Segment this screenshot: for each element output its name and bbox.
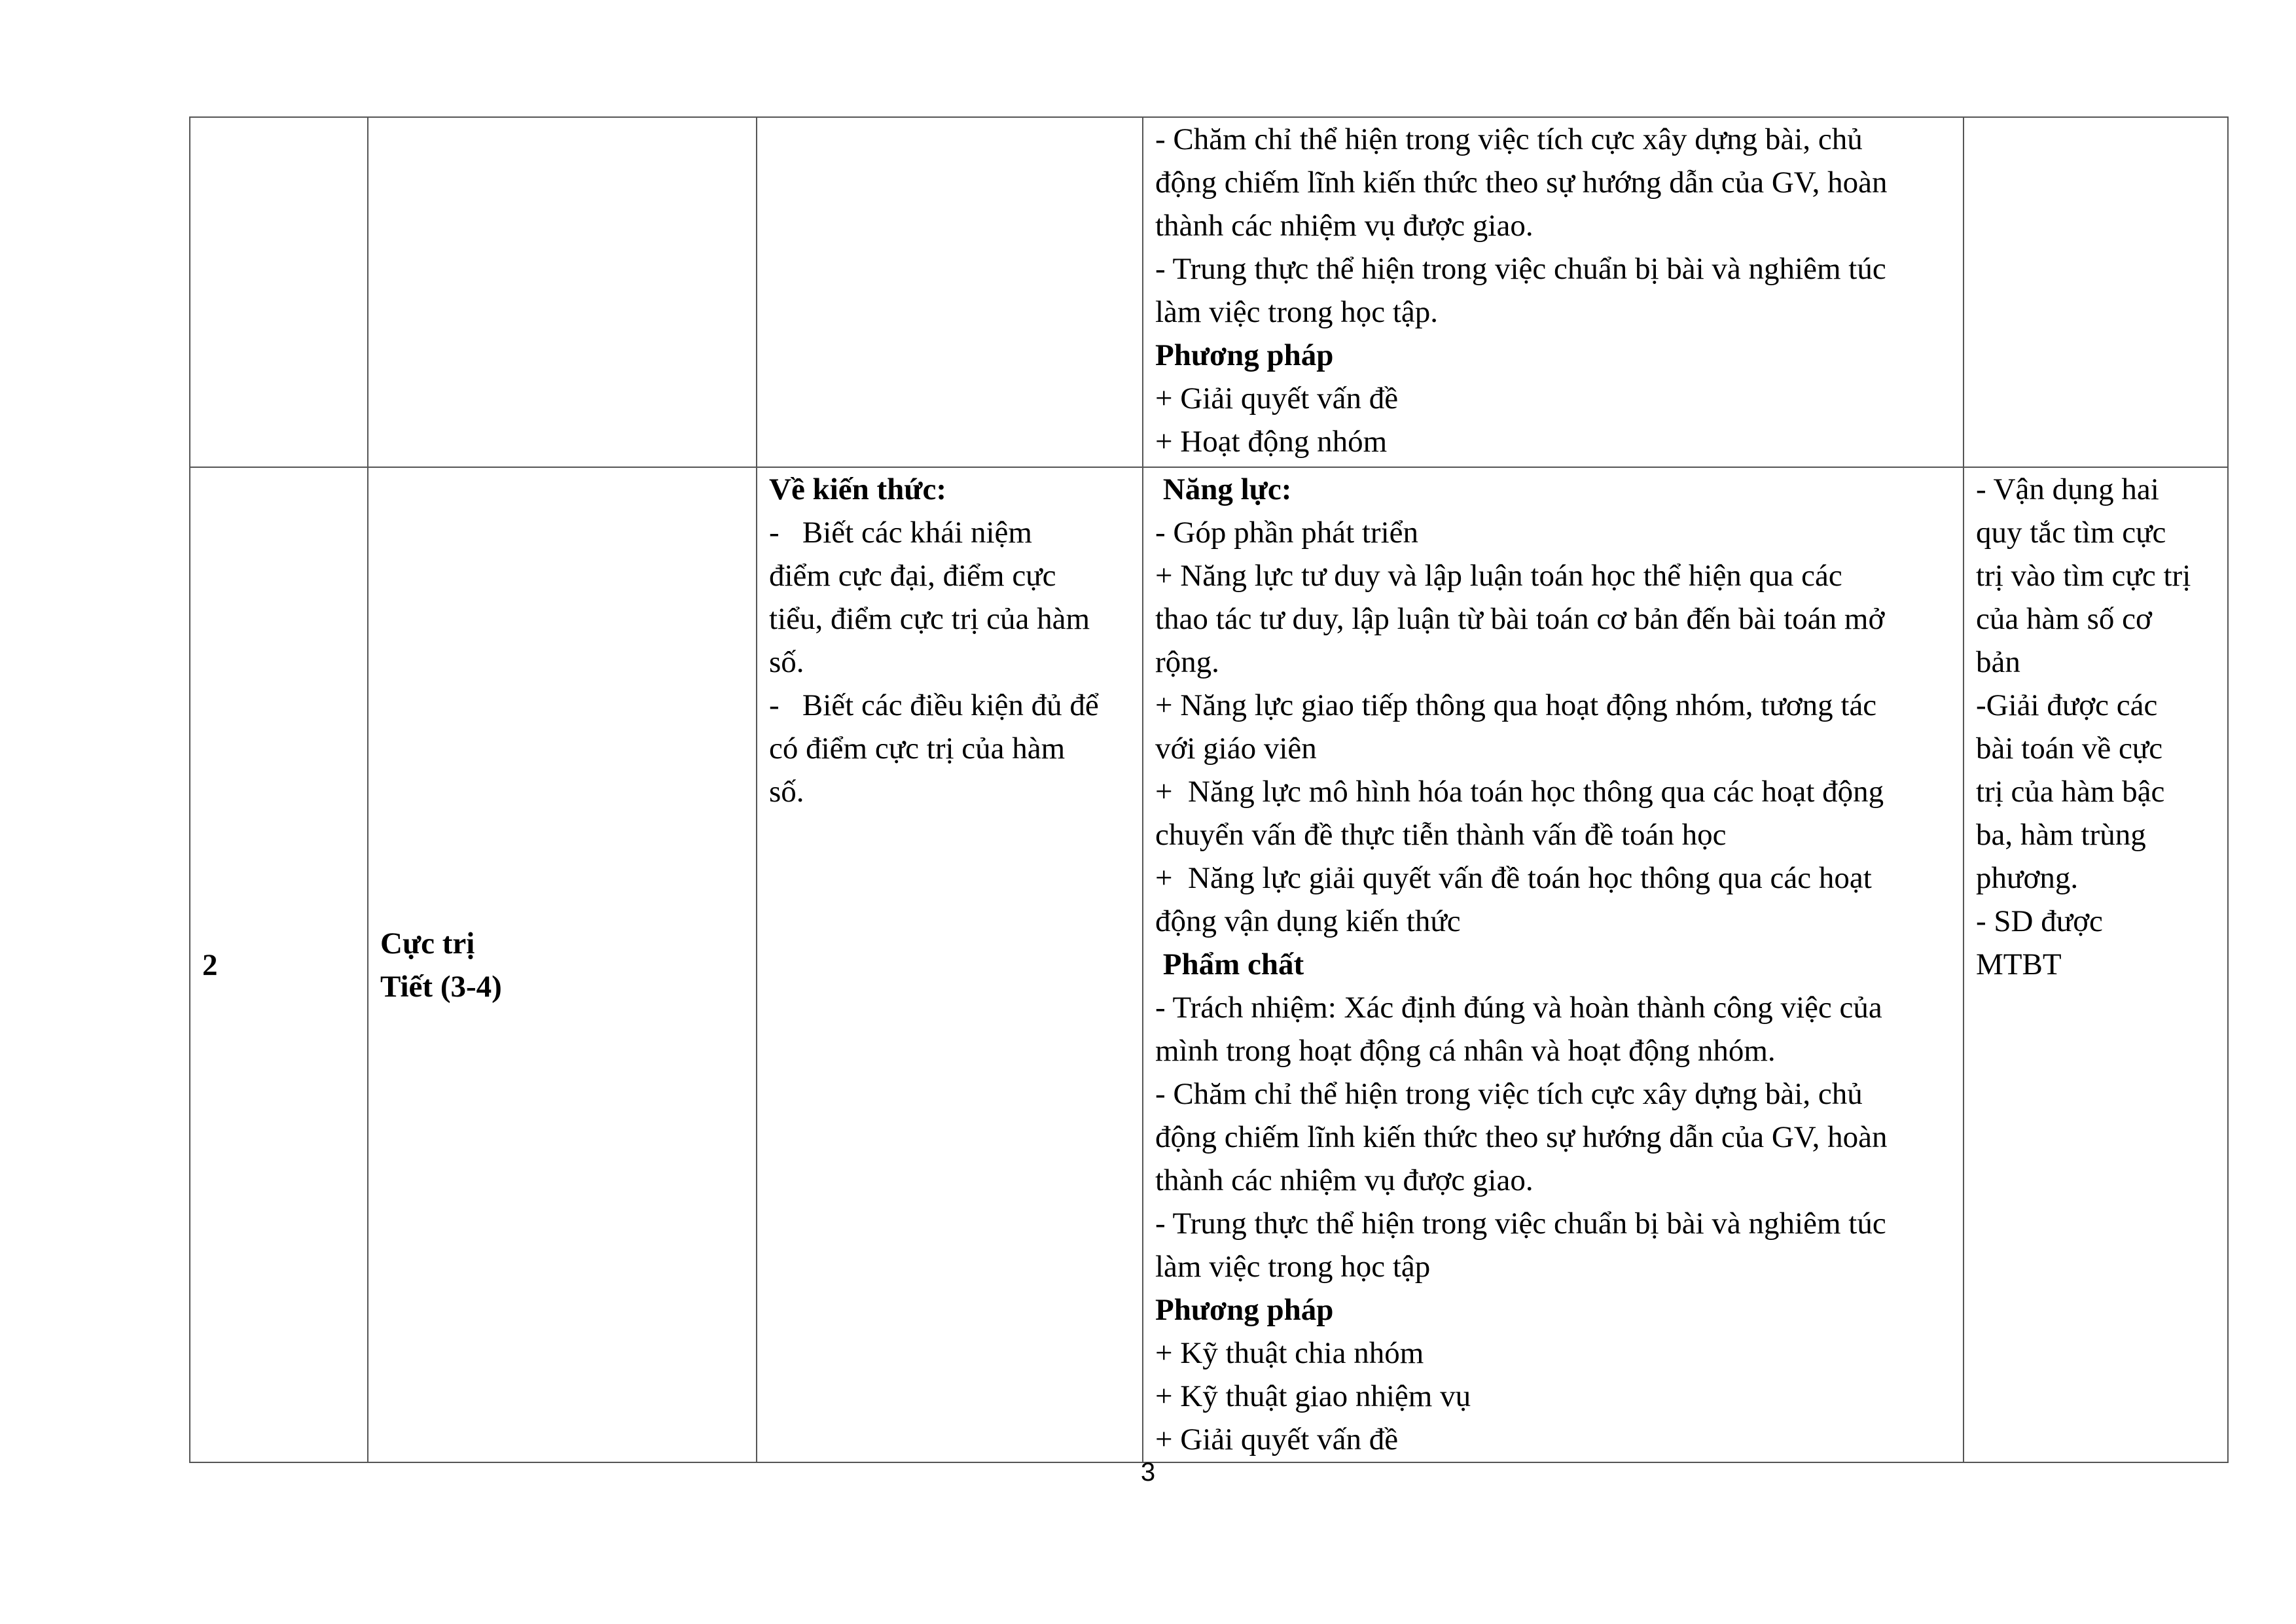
notes-cell [1964,467,2228,1462]
competency-line: thao tác tư duy, lập luận từ bài toán cơ bản đến bài toán mở [1155,602,1885,636]
lesson-cell [368,467,757,1462]
row-number: 2 [202,947,218,982]
quality-line: mình trong hoạt động cá nhân và hoạt động nhóm. [1155,1034,1776,1068]
competency-heading: Năng lực: [1155,472,1292,506]
competency-line: thành các nhiệm vụ được giao. [1155,209,1534,243]
competency-line: + Năng lực giao tiếp thông qua hoạt động nhóm, tương tác [1155,688,1877,722]
table-row-2 [190,467,2228,1462]
note-line: -Giải được các [1976,688,2158,722]
note-line: bản [1976,645,2020,679]
knowledge-line: tiểu, điểm cực trị của hàm [769,602,1090,636]
method-item: + Giải quyết vấn đề [1155,1422,1399,1456]
knowledge-line: điểm cực đại, điểm cực [769,559,1056,593]
knowledge-heading: Về kiến thức: [769,472,947,506]
method-item: + Kỹ thuật giao nhiệm vụ [1155,1379,1471,1413]
method-item: + Hoạt động nhóm [1155,425,1388,459]
competency-line: + Năng lực tư duy và lập luận toán học thể hiện qua các [1155,559,1842,593]
competency-line: - Góp phần phát triển [1155,516,1419,550]
note-line: của hàm số cơ [1976,602,2152,636]
competency-cell [1143,467,1964,1462]
quality-line: - Chăm chỉ thể hiện trong việc tích cực xây dựng bài, chủ [1155,1077,1863,1111]
quality-line: - Trung thực thể hiện trong việc chuẩn bị bài và nghiêm túc [1155,1207,1886,1241]
knowledge-line: số. [769,775,804,809]
lesson-period: Tiết (3-4) [380,969,502,1004]
competency-line: - Trung thực thể hiện trong việc chuẩn bị bài và nghiêm túc [1155,252,1886,286]
note-line: quy tắc tìm cực [1976,516,2166,550]
method-heading: Phương pháp [1155,338,1334,372]
note-line: ba, hàm trùng [1976,818,2146,852]
lesson-title: Cực trị [380,926,475,961]
competency-line: động vận dụng kiến thức [1155,904,1461,938]
note-line: MTBT [1976,947,2062,981]
method-item: + Giải quyết vấn đề [1155,381,1399,415]
competency-line: + Năng lực giải quyết vấn đề toán học thông qua các hoạt [1155,861,1872,895]
lesson-cell [368,117,757,467]
number-cell [190,117,368,467]
quality-heading: Phẩm chất [1155,947,1304,981]
note-line: - SD được [1976,904,2103,938]
competency-line: với giáo viên [1155,732,1317,766]
note-line: phương. [1976,861,2079,895]
method-item: + Kỹ thuật chia nhóm [1155,1336,1424,1370]
quality-line: làm việc trong học tập [1155,1250,1431,1284]
page-number: 3 [1140,1458,1156,1487]
knowledge-cell [757,467,1143,1462]
knowledge-cell [757,117,1143,467]
competency-line: - Chăm chỉ thể hiện trong việc tích cực xây dựng bài, chủ [1155,122,1863,156]
lesson-plan-table [189,116,2229,1463]
quality-line: - Trách nhiệm: Xác định đúng và hoàn thành công việc của [1155,991,1882,1025]
competency-line: làm việc trong học tập. [1155,295,1438,329]
note-line: - Vận dụng hai [1976,472,2159,506]
competency-cell [1143,117,1964,467]
note-line: trị vào tìm cực trị [1976,559,2191,593]
competency-line: rộng. [1155,645,1219,679]
method-heading: Phương pháp [1155,1293,1334,1327]
knowledge-line: có điểm cực trị của hàm [769,732,1066,766]
knowledge-line: - Biết các điều kiện đủ để [769,688,1099,722]
table-row-continued [190,117,2228,467]
quality-line: thành các nhiệm vụ được giao. [1155,1163,1534,1197]
competency-line: chuyển vấn đề thực tiễn thành vấn đề toán học [1155,818,1727,852]
number-cell [190,467,368,1462]
note-line: bài toán về cực [1976,732,2163,766]
quality-line: động chiếm lĩnh kiến thức theo sự hướng dẫn của GV, hoàn [1155,1120,1888,1154]
competency-line: động chiếm lĩnh kiến thức theo sự hướng dẫn của GV, hoàn [1155,166,1888,200]
notes-cell [1964,117,2228,467]
competency-line: + Năng lực mô hình hóa toán học thông qua các hoạt động [1155,775,1884,809]
note-line: trị của hàm bậc [1976,775,2165,809]
knowledge-line: - Biết các khái niệm [769,516,1032,550]
knowledge-line: số. [769,645,804,679]
